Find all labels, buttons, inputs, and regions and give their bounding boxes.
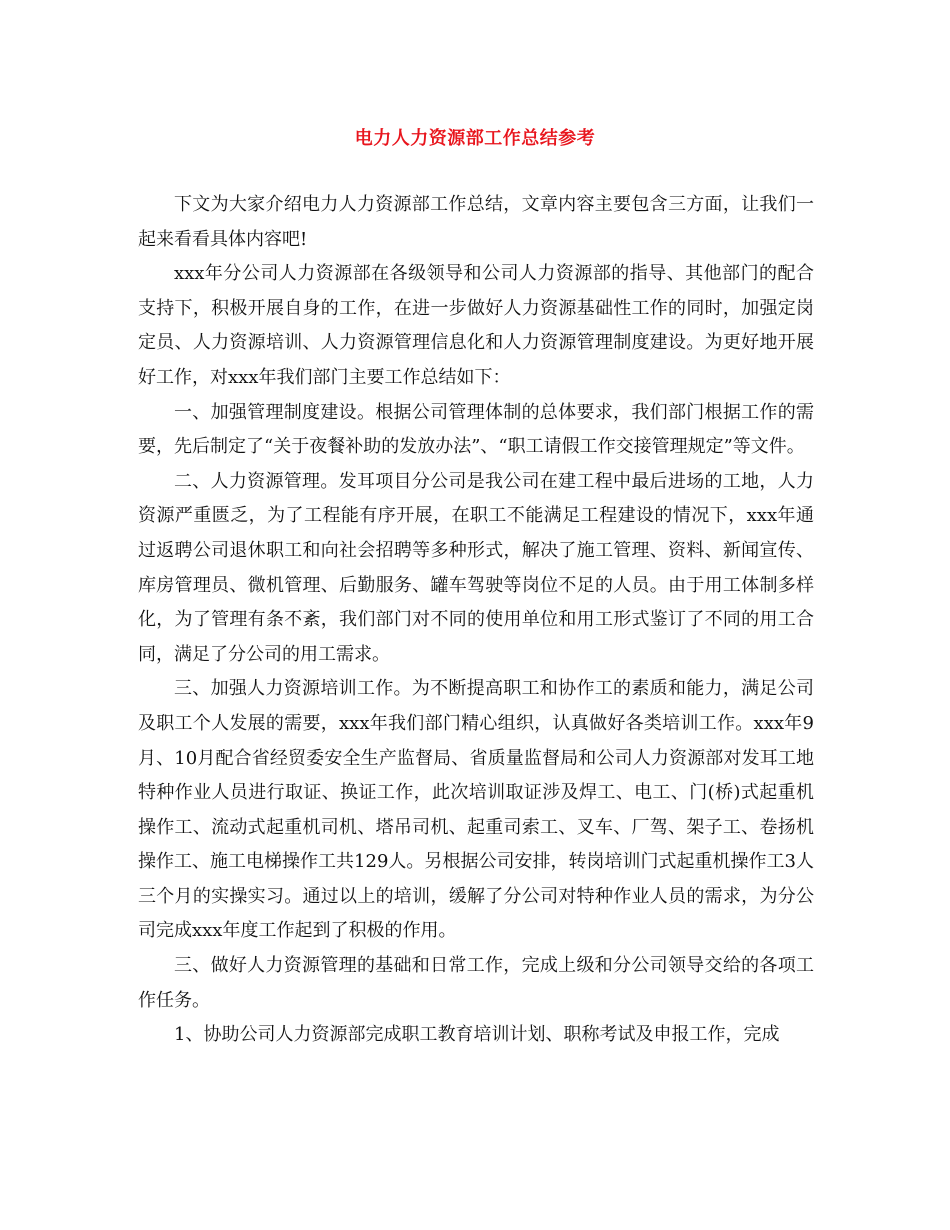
paragraph-overview: xxx年分公司人力资源部在各级领导和公司人力资源部的指导、其他部门的配合支持下，积极开展自身的工作，在进一步做好人力资源基础性工作的同时，加强定岗定员、人力资源培训、人力资源管理信息化和人力资源管理制度建设。为更好地开展好工作，对xxx年我们部门主要工作总结如下： [138,263,814,388]
paragraph-section-3-daily-work: 三、做好人力资源管理的基础和日常工作，完成上级和分公司领导交给的各项工作任务。 [138,955,814,1011]
paragraph-item-1: 1、协助公司人力资源部完成职工教育培训计划、职称考试及申报工作，完成 [174,1024,780,1046]
paragraph-section-1: 一、加强管理制度建设。根据公司管理体制的总体要求，我们部门根据工作的需要，先后制定了“关于夜餐补助的发放办法”、“职工请假工作交接管理规定”等文件。 [138,401,814,458]
paragraph-section-2: 二、人力资源管理。发耳项目分公司是我公司在建工程中最后进场的工地，人力资源严重匮乏，为了工程能有序开展，在职工不能满足工程建设的情况下，xxx年通过返聘公司退休职工和向社会招聘等多种形式，解决了施工管理、资料、新闻宣传、库房管理员、微机管理、后勤服务、罐车驾驶等岗位不足的人员。由于用工体制多样化，为了管理有条不紊，我们部门对不同的使用单位和用工形式鉴订了不同的用工合同，满足了分公司的用工需求。 [138,470,814,665]
paragraph-intro: 下文为大家介绍电力人力资源部工作总结，文章内容主要包含三方面，让我们一起来看看具体内容吧! [138,194,814,250]
document-body [138,188,814,1053]
document-title: 电力人力资源部工作总结参考 [354,128,596,149]
paragraph-section-3-training: 三、加强人力资源培训工作。为不断提高职工和协作工的素质和能力，满足公司及职工个人发展的需要，xxx年我们部门精心组织，认真做好各类培训工作。xxx年9月、10月配合省经贸委安全生产监督局、省质量监督局和公司人力资源部对发耳工地特种作业人员进行取证、换证工作，此次培训取证涉及焊工、电工、门(桥)式起重机操作工、流动式起重机司机、塔吊司机、起重司索工、叉车、厂驾、架子工、卷扬机操作工、施工电梯操作工共129人。另根据公司安排，转岗培训门式起重机操作工3人三个月的实操实习。通过以上的培训，缓解了分公司对特种作业人员的需求，为分公司完成xxx年度工作起到了积极的作用。 [138,678,814,942]
